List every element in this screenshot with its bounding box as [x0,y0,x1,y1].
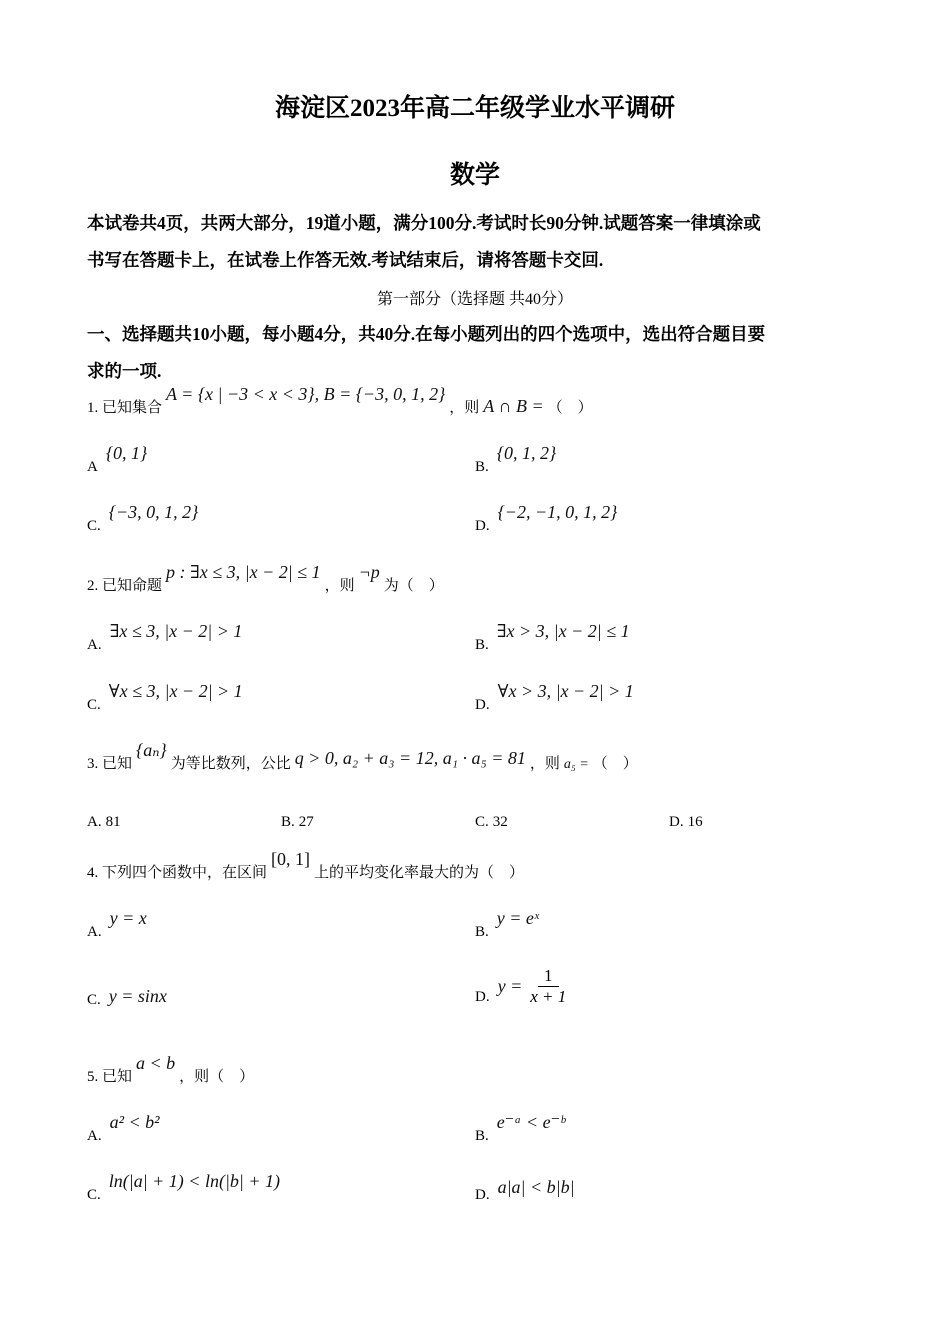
option-math: {−2, −1, 0, 1, 2} [497,502,618,522]
option-value: 81 [105,814,121,830]
option-value: 32 [492,814,508,830]
option-math: a|a| < b|b| [497,1177,575,1197]
option-math: ∃x > 3, |x − 2| ≤ 1 [496,621,630,641]
option-1d[interactable] [475,502,621,535]
option-label: B. [475,924,489,940]
option-math: e⁻ᵃ < e⁻ᵇ [496,1112,565,1132]
option-label: C. [87,697,101,713]
question-math: q > 0, a₂ + a₃ = 12, a₁ · a₅ = 81 [294,748,526,768]
option-label: A. [87,814,102,830]
question-stem: 为（ ） [383,578,444,594]
option-label: D. [475,697,490,713]
option-math: y = [497,976,523,996]
question-math: p : ∃x ≤ 3, |x − 2| ≤ 1 [166,562,321,582]
option-2a[interactable] [87,621,246,654]
part1-title: 第一部分（选择题 共40分） [376,291,573,308]
option-1b[interactable] [475,443,560,476]
question-stem: （ ） [592,756,638,772]
question-stem: ，则 [324,578,355,594]
option-3c[interactable] [475,814,508,831]
part1-instruction-1: 一、选择题共10小题，每小题4分，共40分.在每小题列出的四个选项中，选出符合题目要 [87,324,766,344]
option-label: B. [475,637,489,653]
question-stem: 4. 下列四个函数中，在区间 [87,865,268,881]
question-stem: 上的平均变化率最大的为（ ） [314,865,525,881]
option-label: A. [87,1128,102,1144]
option-label: C. [87,992,101,1008]
question-math: [0, 1] [271,849,311,869]
question-2 [87,562,444,595]
question-math: {aₙ} [136,740,167,760]
question-stem: 1. 已知集合 [87,400,163,416]
option-label: D. [475,989,490,1005]
intro-line-1: 本试卷共4页，共两大部分，19道小题，满分100分.考试时长90分钟.试题答案一律填涂或 [87,213,761,233]
option-math: ∀x > 3, |x − 2| > 1 [497,681,634,701]
option-label: A. [87,637,102,653]
question-3 [87,740,638,773]
option-4a[interactable] [87,908,151,941]
option-4d[interactable] [475,966,570,1007]
option-5b[interactable] [475,1112,569,1145]
question-math: A ∩ B = [483,396,544,416]
option-math: ∀x ≤ 3, |x − 2| > 1 [108,681,243,701]
option-math: y = x [109,908,147,928]
question-stem: ，则（ ） [179,1069,255,1085]
option-math: a² < b² [109,1112,160,1132]
option-label: C. [87,518,101,534]
question-5 [87,1053,255,1086]
option-3d[interactable] [669,814,703,831]
fraction [526,966,570,1007]
intro-line-2: 书写在答题卡上，在试卷上作答无效.考试结束后，请将答题卡交回. [87,250,604,270]
question-stem: 3. 已知 [87,756,133,772]
option-math: {0, 1, 2} [496,443,557,463]
question-math: a₅ = [563,757,589,772]
option-label: A [87,459,98,475]
option-5a[interactable] [87,1112,164,1145]
option-label: B. [281,814,295,830]
subject-title: 数学 [449,162,500,189]
option-3b[interactable] [281,814,314,831]
question-math: A = {x | −3 < x < 3}, B = {−3, 0, 1, 2} [166,384,446,404]
option-2d[interactable] [475,681,638,714]
question-math: a < b [136,1053,176,1073]
option-value: 16 [687,814,703,830]
question-stem: ，则 [449,400,480,416]
fraction-numerator: 1 [538,966,559,987]
option-math: ln(|a| + 1) < ln(|b| + 1) [108,1171,280,1191]
option-label: D. [669,814,684,830]
question-1 [87,384,593,417]
part1-instruction-2: 求的一项. [87,361,162,381]
question-stem: 为等比数列，公比 [170,756,291,772]
option-label: C. [475,814,489,830]
option-1c[interactable] [87,502,202,535]
option-3a[interactable] [87,814,121,831]
option-2c[interactable] [87,681,247,714]
option-label: D. [475,1187,490,1203]
option-value: 27 [298,814,314,830]
option-label: D. [475,518,490,534]
exam-title: 海淀区2023年高二年级学业水平调研 [274,95,675,122]
question-stem: （ ） [547,400,593,416]
option-2b[interactable] [475,621,634,654]
option-label: A. [87,924,102,940]
option-5d[interactable] [475,1177,579,1204]
option-5c[interactable] [87,1171,284,1204]
option-math: y = eˣ [496,908,539,928]
option-4c[interactable] [87,988,171,1009]
fraction-denominator: x + 1 [530,987,567,1006]
option-4b[interactable] [475,908,543,941]
option-math: y = sinx [108,986,167,1006]
question-stem: 2. 已知命题 [87,578,163,594]
question-stem: 5. 已知 [87,1069,133,1085]
option-label: C. [87,1187,101,1203]
option-label: B. [475,459,489,475]
option-1a[interactable] [87,443,151,476]
option-label: B. [475,1128,489,1144]
question-4 [87,849,525,882]
option-math: ∃x ≤ 3, |x − 2| > 1 [109,621,243,641]
option-math: {−3, 0, 1, 2} [108,502,199,522]
question-math: ¬p [358,562,380,582]
option-math: {0, 1} [105,443,148,463]
question-stem: ，则 [529,756,560,772]
